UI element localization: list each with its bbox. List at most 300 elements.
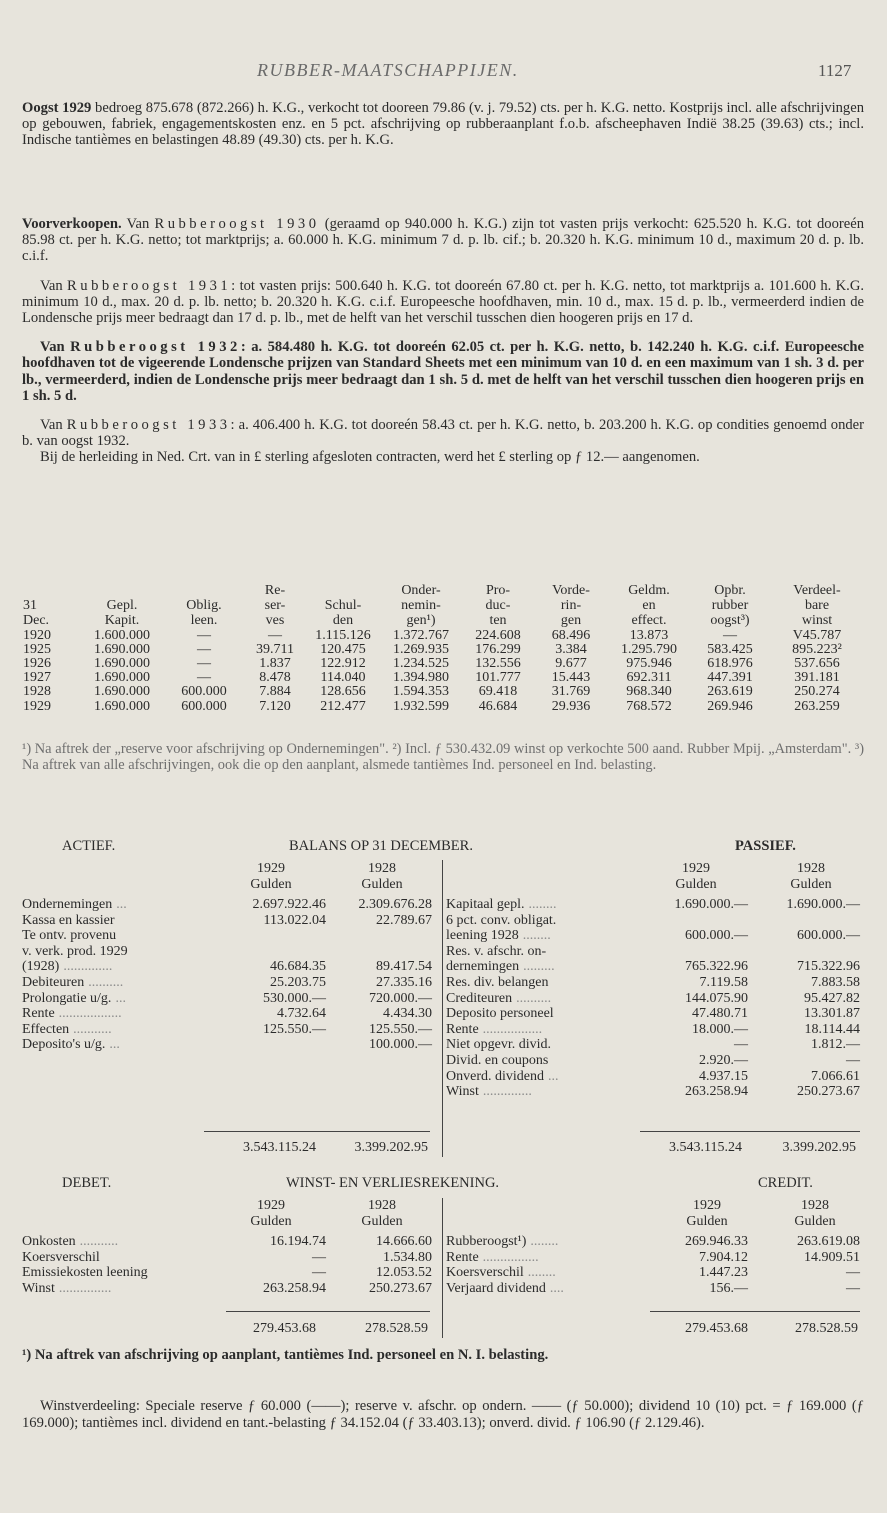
ledger-label-text: Prolongatie u/g.: [22, 990, 112, 1006]
oogst-text: bedroeg 875.678 (872.266) h. K.G., verkocht tot dooreen 79.86 (v. j. 79.52) cts. per h. K.G. netto. Kostprijs incl. alle afschrijvingen op gebouwen, fabriek, engagementskosten enz. en 5 pct. afschrijving op rubberaanplant f.o.b. afscheephaven Indië 38.25 (39.63) cts.; incl. Indische tantièmes en belastingen 48.89 (49.30) cts. per h. K.G.: [22, 100, 864, 149]
leader-dots: ...........: [73, 1021, 112, 1037]
ledger-row: [446, 959, 860, 975]
ledger-label: [446, 959, 650, 975]
balans-right-total-rule: [640, 1131, 860, 1132]
leader-dots: ..............: [63, 959, 113, 975]
ledger-label-text: Te ontv. provenu: [22, 928, 117, 944]
ledger-row: [446, 1234, 860, 1250]
voorverkoopen-label: Voorverkoopen.: [22, 216, 122, 232]
ledger-label-text: Divid. en coupons: [446, 1052, 549, 1068]
ledger-value-a: [650, 944, 748, 960]
balans-title: BALANS OP 31 DECEMBER.: [289, 838, 473, 854]
winst-total-left-b: 278.528.59: [365, 1321, 428, 1336]
balans-divider: [442, 860, 443, 1157]
ledger-row: [22, 913, 432, 929]
table-cell: 618.976: [707, 656, 753, 672]
ledger-value-a: [650, 913, 748, 929]
ledger-row: [446, 1265, 860, 1281]
table-cell: 1926: [23, 656, 51, 672]
table-cell: 13.873: [629, 627, 669, 643]
balans-actief-table: [22, 897, 432, 1053]
table-cell: 128.656: [320, 684, 366, 700]
winst-left-year-a: 1929 Gulden: [250, 1198, 292, 1229]
ledger-row: [22, 991, 432, 1007]
table-cell: 768.572: [626, 698, 672, 714]
table-cell: 600.000: [181, 698, 227, 714]
table-cell: 263.259: [794, 698, 840, 714]
ledger-label: [446, 1265, 650, 1281]
ledger-value-a: [232, 944, 326, 960]
table-cell: 132.556: [475, 656, 521, 672]
balans-left-year-b: 1928 Gulden: [361, 861, 403, 892]
ledger-label: [446, 1006, 650, 1022]
ledger-row: [446, 1006, 860, 1022]
table-cell: 120.475: [320, 641, 366, 657]
leader-dots: .................: [482, 1021, 543, 1037]
ledger-label: [446, 1281, 650, 1297]
table-cell: 1925: [23, 641, 51, 657]
table-cell: 212.477: [320, 698, 366, 714]
ledger-row: [446, 928, 860, 944]
ledger-label-text: Kapitaal gepl.: [446, 897, 525, 912]
ledger-value-a: 156.—: [709, 1280, 748, 1296]
ledger-row: [22, 944, 432, 960]
winst-left-total-rule: [226, 1311, 430, 1312]
ledger-value-b: 14.666.60: [376, 1234, 432, 1249]
voorverkoopen-paragraph-1: Voorverkoopen. Van Rubberoogst 1930 (geraamd op 940.000 h. K.G.) zijn tot vasten prijs verkocht: 625.520 h. K.G. tot dooreén 85.98 ct. per h. K.G. netto; tot marktprijs; a. 60.000 h. K.G. minimum 7 d. p. lb. cif.; b. 20.320 h. K.G. minimum 10 d., maximum 20 d. p. lb. c.i.f.: [22, 216, 864, 265]
voorverkoopen-paragraph-2: Van Rubberoogst 1931: tot vasten prijs: 500.640 h. K.G. tot dooreén 67.80 ct. per h. K.G. netto, tot marktprijs a. 101.600 h. K.G. minimum 10 d., max. 20 d. p. lb. netto; b. 20.320 h. K.G. c.i.f. Europeesche hoofdhaven, min. 10 d., max. 15 d. p. lb., vermeerderd indien de Londensche prijs meer bedraagt dan 17 d. p. lb., met de helft van het verschil tusschen dien hoogeren prijs en 17 d.: [22, 277, 865, 327]
table-row: [22, 685, 864, 699]
table-cell: 69.418: [478, 684, 518, 700]
table-cell: 1.690.000: [94, 684, 150, 700]
ledger-row: [446, 1037, 860, 1053]
table-cell: 391.181: [794, 670, 840, 686]
winst-title: WINST- EN VERLIESREKENING.: [286, 1175, 500, 1191]
winstverdeeling-paragraph: Winstverdeeling: Speciale reserve ƒ 60.000 (——); reserve v. afschr. op ondern. —— (ƒ 50.000); dividend 10 (10) pct. = ƒ 169.000 (ƒ 169.000); tantièmes incl. dividend en tant.-belasting ƒ 34.152.04 (ƒ 33.403.13); onverd. divid. ƒ 106.90 (ƒ 2.129.46).: [22, 1398, 864, 1431]
ledger-label: [22, 913, 232, 929]
winst-right-total-rule: [650, 1311, 860, 1312]
ledger-value-a: 263.258.94: [263, 1280, 326, 1296]
ledger-row: [446, 991, 860, 1007]
ledger-value-b: 250.273.67: [797, 1084, 860, 1100]
leader-dots: ........: [528, 897, 557, 912]
balans-total-left-b: 3.399.202.95: [354, 1140, 428, 1155]
ledger-value-b: —: [846, 1052, 860, 1068]
table-row: [22, 629, 864, 643]
table-cell: 31.769: [551, 684, 591, 700]
ledger-label: [446, 1053, 650, 1069]
ledger-label: [22, 897, 232, 913]
ledger-row: [446, 1069, 860, 1085]
ledger-value-b: 2.309.676.28: [358, 897, 432, 912]
ledger-label-text: dernemingen: [446, 959, 520, 975]
ledger-label: [446, 1037, 650, 1053]
ledger-value-a: 269.946.33: [685, 1234, 748, 1249]
ledger-row: [22, 1265, 432, 1281]
table-cell: 1929: [23, 698, 51, 714]
ledger-value-b: 95.427.82: [804, 990, 860, 1006]
winst-credit-table: [446, 1234, 860, 1296]
statistics-footnote: ¹) Na aftrek der „reserve voor afschrijving op Ondernemingen". ²) Incl. ƒ 530.432.09 winst op verkochte 500 aand. Rubber Mpij. „Amsterdam". ³) Na aftrek van alle afschrijvingen, ook die op den aanplant, alsmede tantièmes Ind. personeel en Ind. belasting.: [22, 741, 864, 773]
winst-footnote: ¹) Na aftrek van afschrijving op aanplant, tantièmes Ind. personeel en N. I. belasting.: [22, 1347, 549, 1363]
ledger-value-a: 2.697.922.46: [252, 897, 326, 912]
ledger-label: [446, 1084, 650, 1100]
winst-total-right-a: 279.453.68: [685, 1321, 748, 1336]
ledger-label: [22, 1006, 232, 1022]
balans-right-year-a: 1929 Gulden: [675, 861, 717, 892]
balans-total-left-a: 3.543.115.24: [243, 1140, 316, 1155]
ledger-value-b: 100.000.—: [369, 1037, 432, 1053]
ledger-value-a: 4.937.15: [699, 1068, 748, 1084]
table-cell: 29.936: [551, 698, 591, 714]
ledger-label-text: Res. v. afschr. on-: [446, 943, 547, 959]
ledger-row: [22, 1037, 432, 1053]
ledger-label-text: Deposito personeel: [446, 1006, 554, 1022]
ledger-row: [446, 913, 860, 929]
ledger-label-text: Effecten: [22, 1021, 70, 1037]
ledger-value-b: 89.417.54: [376, 959, 432, 975]
table-cell: 39.711: [256, 641, 294, 657]
balans-total-right-a: 3.543.115.24: [669, 1140, 742, 1155]
ledger-label: [22, 1250, 232, 1266]
ledger-label: [446, 1234, 650, 1250]
table-cell: 7.120: [259, 698, 291, 714]
passief-label: PASSIEF.: [735, 838, 796, 854]
statistics-table-body: [22, 629, 864, 714]
table-cell: 15.443: [551, 670, 591, 686]
leader-dots: ..................: [58, 1006, 122, 1022]
ledger-value-a: 25.203.75: [270, 974, 326, 990]
statistics-header-row: Dec. Kapit. leen. ves den gen¹) ten gen effect. oogst³) winst: [23, 613, 833, 629]
ledger-value-b: 1.534.80: [383, 1249, 432, 1265]
ledger-label: [22, 928, 232, 944]
ledger-label: [446, 975, 650, 991]
ledger-label: [22, 975, 232, 991]
table-cell: —: [268, 627, 282, 643]
ledger-value-a: 113.022.04: [263, 912, 326, 928]
ledger-label-text: Rente: [446, 1249, 479, 1265]
leader-dots: ...: [115, 990, 126, 1006]
ledger-value-a: 7.119.58: [699, 974, 748, 990]
ledger-value-a: 7.904.12: [699, 1249, 748, 1265]
ledger-label-text: Emissiekosten leening: [22, 1265, 148, 1281]
table-cell: 537.656: [794, 656, 840, 672]
ledger-label-text: Kassa en kassier: [22, 912, 115, 928]
ledger-label-text: Rente: [22, 1006, 55, 1022]
table-cell: 583.425: [707, 641, 753, 657]
ledger-value-b: 18.114.44: [804, 1021, 860, 1037]
ledger-value-a: 125.550.—: [263, 1021, 326, 1037]
ledger-value-b: 22.789.67: [376, 912, 432, 928]
table-cell: 250.274: [794, 684, 840, 700]
ledger-label-text: Debiteuren: [22, 974, 85, 990]
ledger-value-b: 13.301.87: [804, 1006, 860, 1022]
table-cell: 1920: [23, 627, 51, 643]
ledger-row: [22, 1234, 432, 1250]
ledger-row: [446, 1022, 860, 1038]
ledger-label: [22, 959, 232, 975]
ledger-value-b: 715.322.96: [797, 959, 860, 975]
ledger-value-b: 250.273.67: [369, 1280, 432, 1296]
table-cell: 1.690.000: [94, 698, 150, 714]
table-cell: 1.394.980: [393, 670, 449, 686]
ledger-label-text: Ondernemingen: [22, 897, 113, 912]
table-cell: 1.600.000: [94, 627, 150, 643]
voorverkoopen-paragraph-4: Van Rubberoogst 1933: a. 406.400 h. K.G. tot dooreén 58.43 ct. per h. K.G. netto, b. 203.200 h. K.G. op condities genoemd onder b. van oogst 1932.: [22, 417, 864, 450]
table-cell: —: [197, 627, 211, 643]
debet-label: DEBET.: [62, 1175, 112, 1191]
leader-dots: ...............: [58, 1280, 112, 1296]
table-cell: 1928: [23, 684, 51, 700]
ledger-label-text: Koersverschil: [446, 1265, 524, 1281]
table-cell: 122.912: [320, 656, 366, 672]
ledger-value-b: 7.883.58: [811, 974, 860, 990]
ledger-row: [446, 1250, 860, 1266]
ledger-value-a: —: [312, 1249, 326, 1265]
ledger-value-a: 1.690.000.—: [674, 897, 748, 912]
ledger-label-text: Rubberoogst¹): [446, 1234, 527, 1249]
ledger-value-b: [748, 944, 860, 960]
table-row: [22, 700, 864, 714]
table-cell: 114.040: [320, 670, 366, 686]
leader-dots: ..........: [516, 990, 552, 1006]
leader-dots: ........: [527, 1265, 556, 1281]
ledger-label-text: Crediteuren: [446, 990, 513, 1006]
ledger-label-text: Rente: [446, 1021, 479, 1037]
table-row: [22, 671, 864, 685]
ledger-label-text: Koersverschil: [22, 1249, 100, 1265]
winst-right-year-b: 1928 Gulden: [794, 1198, 836, 1229]
leader-dots: .........: [523, 959, 555, 975]
running-header-title: RUBBER-MAATSCHAPPIJEN.: [257, 60, 519, 80]
page-number: 1127: [818, 61, 852, 80]
ledger-label: [446, 1250, 650, 1266]
ledger-value-a: —: [734, 1037, 748, 1053]
winst-left-year-b: 1928 Gulden: [361, 1198, 403, 1229]
statistics-table-header: [22, 583, 864, 629]
ledger-label: [446, 1022, 650, 1038]
balans-left-year-a: 1929 Gulden: [250, 861, 292, 892]
ledger-label-text: v. verk. prod. 1929: [22, 943, 128, 959]
ledger-label: [22, 1022, 232, 1038]
ledger-value-b: [326, 928, 432, 944]
table-cell: 1.837: [259, 656, 291, 672]
ledger-row: [446, 1053, 860, 1069]
ledger-label: [22, 1265, 232, 1281]
ledger-value-b: 27.335.16: [376, 974, 432, 990]
ledger-value-a: —: [312, 1265, 326, 1281]
ledger-label: [446, 1069, 650, 1085]
table-cell: 1.234.525: [393, 656, 449, 672]
winst-right-year-a: 1929 Gulden: [686, 1198, 728, 1229]
ledger-value-b: [748, 913, 860, 929]
table-cell: —: [197, 641, 211, 657]
ledger-label-text: Winst: [446, 1084, 479, 1100]
leader-dots: ...: [116, 897, 127, 912]
balans-total-right-b: 3.399.202.95: [782, 1140, 856, 1155]
ledger-value-a: 263.258.94: [685, 1084, 748, 1100]
statistics-header-row: 31 Gepl. Oblig. ser- Schul- nemin- duc- rin- en rubber bare: [23, 598, 830, 614]
table-cell: 1.269.935: [393, 641, 449, 657]
ledger-label: [446, 991, 650, 1007]
ledger-value-b: 1.690.000.—: [786, 897, 860, 912]
table-cell: 600.000: [181, 684, 227, 700]
table-cell: 269.946: [707, 698, 753, 714]
ledger-value-a: 47.480.71: [692, 1006, 748, 1022]
ledger-label: [446, 913, 650, 929]
table-cell: 176.299: [475, 641, 521, 657]
ledger-row: [22, 1022, 432, 1038]
ledger-row: [22, 1250, 432, 1266]
table-cell: 224.608: [475, 627, 521, 643]
ledger-label: [22, 991, 232, 1007]
winst-total-right-b: 278.528.59: [795, 1321, 858, 1336]
ledger-value-b: 720.000.—: [369, 990, 432, 1006]
leader-dots: ....: [549, 1280, 564, 1296]
ledger-label: [446, 944, 650, 960]
ledger-value-a: 765.322.96: [685, 959, 748, 975]
ledger-value-b: 1.812.—: [811, 1037, 860, 1053]
ledger-row: [22, 959, 432, 975]
leader-dots: ...: [547, 1068, 559, 1084]
table-cell: 263.619: [707, 684, 753, 700]
ledger-label-text: leening 1928: [446, 928, 519, 944]
leader-dots: ..........: [88, 974, 124, 990]
winst-total-left-a: 279.453.68: [253, 1321, 316, 1336]
statistics-table: [22, 583, 864, 714]
ledger-value-a: 46.684.35: [270, 959, 326, 975]
ledger-value-a: 600.000.—: [685, 928, 748, 944]
table-cell: 692.311: [626, 670, 672, 686]
ledger-value-b: 4.434.30: [383, 1006, 432, 1022]
ledger-label-text: Niet opgevr. divid.: [446, 1037, 551, 1053]
ledger-label-text: (1928): [22, 959, 60, 975]
ledger-value-b: 263.619.08: [797, 1234, 860, 1249]
table-row: [22, 657, 864, 671]
ledger-row: [22, 1006, 432, 1022]
ledger-value-a: 530.000.—: [263, 990, 326, 1006]
ledger-row: [22, 975, 432, 991]
table-cell: 1927: [23, 670, 51, 686]
voorverkoopen-section: [22, 216, 864, 466]
ledger-label-text: 6 pct. conv. obligat.: [446, 912, 557, 928]
voorverkoopen-paragraph-5: Bij de herleiding in Ned. Crt. van in £ sterling afgesloten contracten, werd het £ sterling op ƒ 12.— aangenomen.: [40, 449, 700, 466]
ledger-value-b: 12.053.52: [376, 1265, 432, 1281]
table-cell: 7.884: [259, 684, 291, 700]
credit-label: CREDIT.: [758, 1175, 813, 1191]
ledger-label: [22, 1037, 232, 1053]
ledger-value-a: [232, 928, 326, 944]
ledger-label-text: Res. div. belangen: [446, 974, 549, 990]
table-cell: 968.340: [626, 684, 672, 700]
ledger-row: [446, 897, 860, 913]
ledger-value-b: [326, 944, 432, 960]
ledger-value-b: —: [846, 1280, 860, 1296]
ledger-row: [446, 975, 860, 991]
table-cell: —: [197, 656, 211, 672]
table-cell: 1.115.126: [315, 627, 371, 643]
ledger-label-text: Onverd. dividend: [446, 1068, 544, 1084]
ledger-value-a: [232, 1037, 326, 1053]
ledger-label-text: Winst: [22, 1280, 55, 1296]
ledger-value-a: 16.194.74: [270, 1234, 326, 1249]
table-cell: 895.223²: [792, 641, 842, 657]
table-cell: —: [197, 670, 211, 686]
leader-dots: ..............: [482, 1084, 532, 1100]
leader-dots: ........: [530, 1234, 559, 1249]
ledger-label: [22, 1281, 232, 1297]
table-cell: 1.372.767: [393, 627, 449, 643]
statistics-header-row: Re- Onder- Pro- Vorde- Geldm. Opbr. Verdeel-: [264, 583, 841, 598]
ledger-row: [446, 1281, 860, 1297]
ledger-label: [22, 944, 232, 960]
ledger-label-text: Onkosten: [22, 1234, 76, 1249]
oogst-label: Oogst 1929: [22, 100, 92, 116]
table-cell: 3.384: [555, 641, 587, 657]
balans-passief-table: [446, 897, 860, 1100]
leader-dots: ................: [482, 1249, 539, 1265]
ledger-value-a: 2.920.—: [699, 1052, 748, 1068]
leader-dots: ...........: [79, 1234, 119, 1249]
ledger-value-a: 4.732.64: [277, 1006, 326, 1022]
table-cell: V45.787: [792, 627, 842, 643]
ledger-label-text: Deposito's u/g.: [22, 1037, 106, 1053]
voorverkoopen-paragraph-3: Van Rubberoogst 1932: a. 584.480 h. K.G. tot dooreén 62.05 ct. per h. K.G. netto, b. 142.240 h. K.G. c.i.f. Europeesche hoofdhaven tot de vigeerende Londensche prijzen van Standard Sheets met een minimum van 10 d. en een maximum van 1 sh. 3 d. per lb., vermeerderd, indien de Londensche prijs meer bedraagt dan 1 sh. 5 d. met de helft van het verschil tusschen dien hoogeren prijs en 1 sh. 5 d.: [22, 339, 864, 404]
ledger-value-b: 7.066.61: [811, 1068, 860, 1084]
leader-dots: ...: [109, 1037, 120, 1053]
winst-debet-table: [22, 1234, 432, 1296]
ledger-row: [22, 1281, 432, 1297]
ledger-label: [22, 1234, 232, 1250]
table-cell: 1.295.790: [621, 641, 677, 657]
ledger-row: [22, 897, 432, 913]
winst-divider: [442, 1198, 443, 1338]
ledger-value-a: 144.075.90: [685, 990, 748, 1006]
table-cell: —: [723, 627, 737, 643]
table-cell: 68.496: [551, 627, 591, 643]
table-cell: 447.391: [707, 670, 753, 686]
oogst-paragraph: [22, 100, 864, 149]
ledger-label: [446, 897, 650, 913]
ledger-label: [446, 928, 650, 944]
ledger-value-a: 1.447.23: [699, 1265, 748, 1281]
table-cell: 1.932.599: [393, 698, 449, 714]
table-cell: 1.594.353: [393, 684, 449, 700]
table-cell: 8.478: [259, 670, 291, 686]
actief-label: ACTIEF.: [62, 838, 116, 854]
balans-right-year-b: 1928 Gulden: [790, 861, 832, 892]
table-cell: 46.684: [478, 698, 518, 714]
table-cell: 101.777: [475, 670, 521, 686]
table-cell: 9.677: [555, 656, 587, 672]
table-cell: 975.946: [626, 656, 672, 672]
ledger-row: [446, 1084, 860, 1100]
table-cell: 1.690.000: [94, 670, 150, 686]
ledger-label-text: Verjaard dividend: [446, 1280, 546, 1296]
ledger-value-b: 600.000.—: [797, 928, 860, 944]
table-cell: 1.690.000: [94, 656, 150, 672]
leader-dots: ........: [522, 928, 551, 944]
ledger-value-b: —: [846, 1265, 860, 1281]
table-row: [22, 643, 864, 657]
table-cell: 1.690.000: [94, 641, 150, 657]
ledger-value-b: 14.909.51: [804, 1249, 860, 1265]
balans-left-total-rule: [204, 1131, 430, 1132]
ledger-value-a: 18.000.—: [692, 1021, 748, 1037]
ledger-row: [22, 928, 432, 944]
ledger-row: [446, 944, 860, 960]
ledger-value-b: 125.550.—: [369, 1021, 432, 1037]
